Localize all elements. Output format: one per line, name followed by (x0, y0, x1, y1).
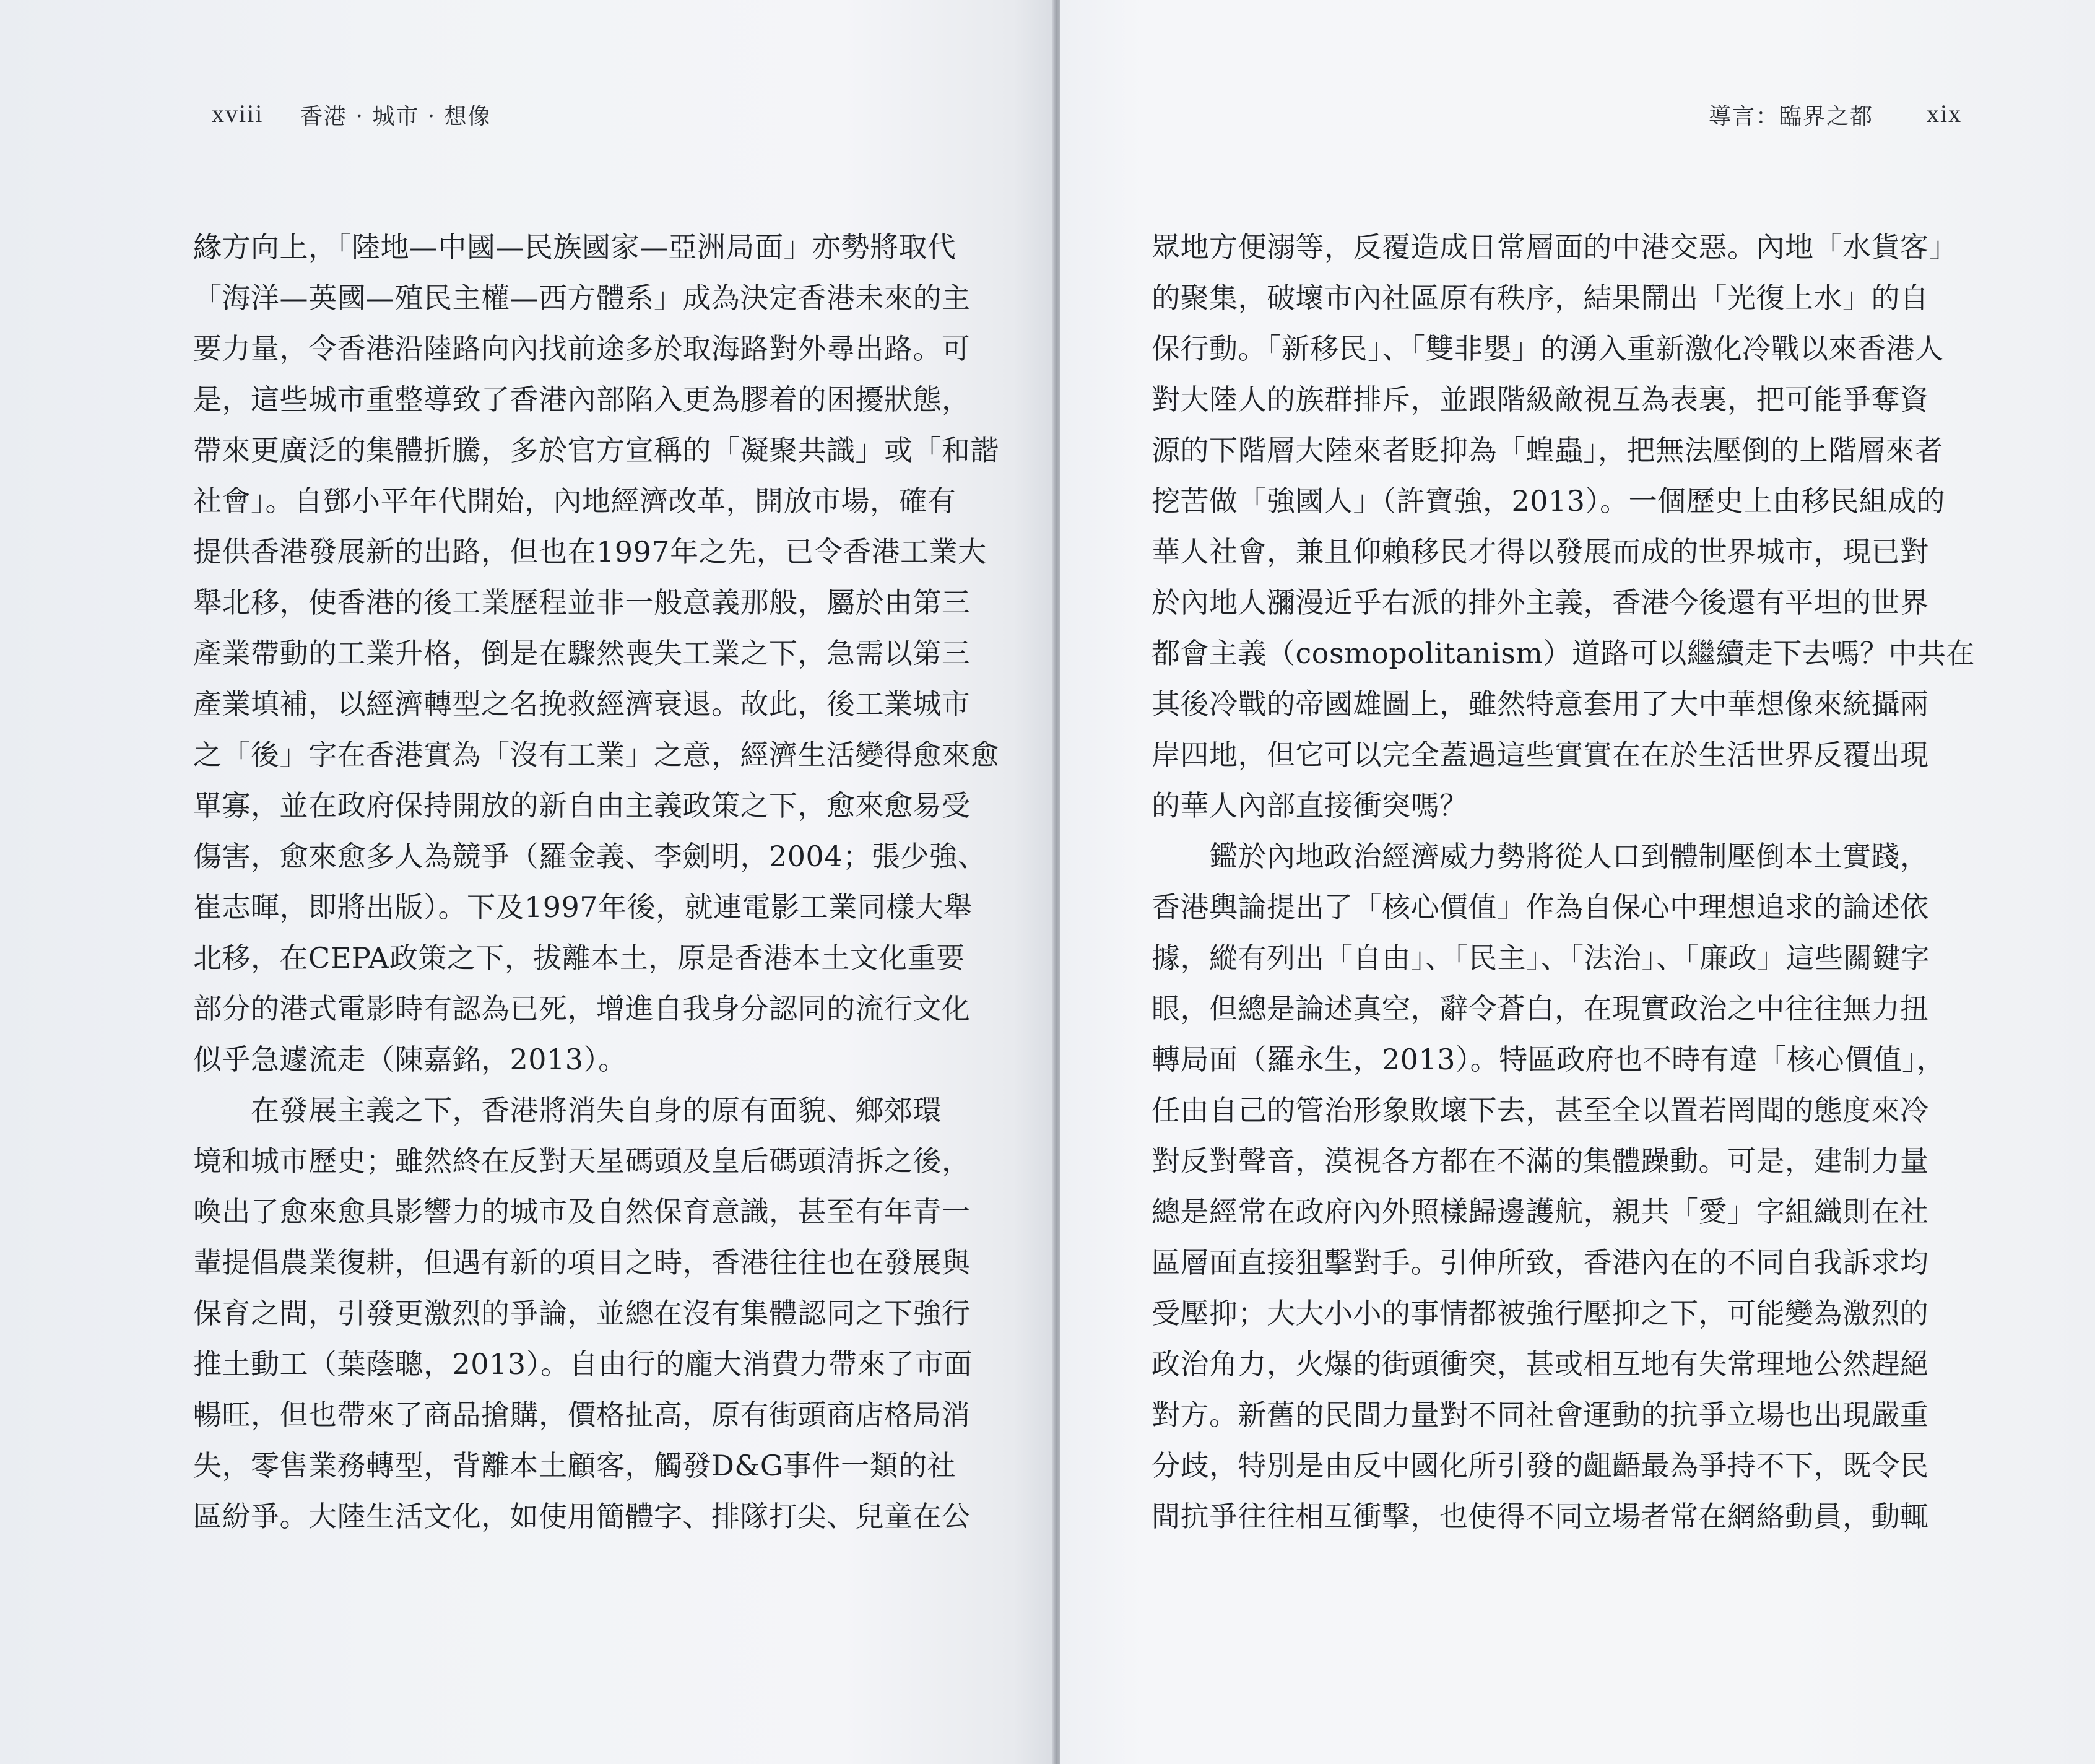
text-line: 之「後」字在香港實為「沒有工業」之意，經濟生活變得愈來愈 (193, 738, 999, 771)
text-line: 「海洋—英國—殖民主權—西方體系」成為決定香港未來的主 (193, 281, 971, 315)
text-line: 對方。新舊的民間力量對不同社會運動的抗爭立場也出現嚴重 (1152, 1398, 1929, 1432)
text-line: 社會」。自鄧小平年代開始，內地經濟改革，開放市場，確有 (193, 484, 956, 518)
right-running-head: 導言：臨界之都 (1709, 104, 1874, 129)
right-body-text (1152, 222, 1993, 1542)
text-line: 輩提倡農業復耕，但遇有新的項目之時，香港往往也在發展與 (193, 1246, 971, 1279)
text-line: 政治角力，火爆的街頭衝突，甚或相互地有失常理地公然趕絕 (1152, 1347, 1929, 1381)
text-line: 單寡，並在政府保持開放的新自由主義政策之下，愈來愈易受 (193, 789, 971, 822)
text-line: 據，縱有列出「自由」、「民主」、「法治」、「廉政」這些關鍵字 (1152, 941, 1930, 975)
right-page-number: xix (1927, 100, 1963, 128)
text-line: 在發展主義之下，香港將消失自身的原有面貌、鄉郊環 (193, 1093, 942, 1127)
text-line: 鑑於內地政治經濟威力勢將從人口到體制壓倒本土實踐， (1152, 840, 1929, 873)
text-line: 帶來更廣泛的集體折騰，多於官方宣稱的「凝聚共識」或「和諧 (193, 433, 999, 467)
text-line: 源的下階層大陸來者貶抑為「蝗蟲」，把無法壓倒的上階層來者 (1152, 433, 1943, 467)
text-line: 間抗爭往往相互衝擊，也使得不同立場者常在網絡動員，動輒 (1152, 1500, 1929, 1533)
text-line: 失，零售業務轉型，背離本土顧客，觸發D&G事件一類的社 (193, 1449, 956, 1482)
text-line: 分歧，特別是由反中國化所引發的齟齬最為爭持不下，既令民 (1152, 1449, 1929, 1482)
text-line: 岸四地，但它可以完全蓋過這些實實在在於生活世界反覆出現 (1152, 738, 1929, 771)
right-page (1060, 0, 2095, 1764)
text-line: 保行動。「新移民」、「雙非嬰」的湧入重新激化冷戰以來香港人 (1152, 332, 1944, 365)
text-line: 喚出了愈來愈具影響力的城市及自然保育意識，甚至有年青一 (193, 1195, 971, 1228)
left-running-head: 香港 · 城市 · 想像 (300, 104, 492, 129)
text-line: 對反對聲音，漠視各方都在不滿的集體躁動。可是，建制力量 (1152, 1144, 1929, 1178)
text-line: 提供香港發展新的出路，但也在1997年之先，已令香港工業大 (193, 535, 987, 568)
text-line: 挖苦做「強國人」（許寶強，2013）。一個歷史上由移民組成的 (1152, 484, 1946, 518)
text-line: 區層面直接狙擊對手。引伸所致，香港內在的不同自我訴求均 (1152, 1246, 1929, 1279)
text-line: 受壓抑；大大小小的事情都被強行壓抑之下，可能變為激烈的 (1152, 1297, 1929, 1330)
text-line: 暢旺，但也帶來了商品搶購，價格扯高，原有街頭商店格局消 (193, 1398, 971, 1432)
text-line: 部分的港式電影時有認為已死，增進自我身分認同的流行文化 (193, 992, 971, 1025)
text-line: 產業帶動的工業升格，倒是在驟然喪失工業之下，急需以第三 (193, 637, 971, 670)
text-line: 對大陸人的族群排斥，並跟階級敵視互為表裏，把可能爭奪資 (1152, 383, 1929, 416)
text-line: 眾地方便溺等，反覆造成日常層面的中港交惡。內地「水貨客」 (1152, 230, 1958, 264)
text-line: 推土動工（葉蔭聰，2013）。自由行的龐大消費力帶來了市面 (193, 1347, 973, 1381)
text-line: 是，這些城市重整導致了香港內部陷入更為膠着的困擾狀態， (193, 383, 971, 416)
text-line: 北移，在CEPA政策之下，拔離本土，原是香港本土文化重要 (193, 941, 965, 975)
text-line: 轉局面（羅永生，2013）。特區政府也不時有違「核心價值」， (1152, 1043, 1946, 1076)
text-line: 其後冷戰的帝國雄圖上，雖然特意套用了大中華想像來統攝兩 (1152, 687, 1929, 721)
text-line: 華人社會，兼且仰賴移民才得以發展而成的世界城市，現已對 (1152, 535, 1929, 568)
text-line: 都會主義（cosmopolitanism）道路可以繼續走下去嗎？中共在 (1152, 637, 1975, 670)
text-line: 崔志暉，即將出版）。下及1997年後，就連電影工業同樣大舉 (193, 890, 973, 924)
text-line: 境和城市歷史；雖然終在反對天星碼頭及皇后碼頭清拆之後， (193, 1144, 971, 1178)
text-line: 保育之間，引發更激烈的爭論，並總在沒有集體認同之下強行 (193, 1297, 971, 1330)
text-line: 香港輿論提出了「核心價值」作為自保心中理想追求的論述依 (1152, 890, 1929, 924)
text-line: 任由自己的管治形象敗壞下去，甚至全以置若罔聞的態度來冷 (1152, 1093, 1929, 1127)
text-line: 舉北移，使香港的後工業歷程並非一般意義那般，屬於由第三 (193, 586, 971, 619)
text-line: 的華人內部直接衝突嗎？ (1152, 789, 1468, 822)
text-line: 於內地人瀰漫近乎右派的排外主義，香港今後還有平坦的世界 (1152, 586, 1929, 619)
text-line: 的聚集，破壞市內社區原有秩序，結果鬧出「光復上水」的自 (1152, 281, 1929, 315)
text-line: 傷害，愈來愈多人為競爭（羅金義、李劍明，2004；張少強、 (193, 840, 987, 873)
text-line: 緣方向上，「陸地—中國—民族國家—亞洲局面」亦勢將取代 (193, 230, 956, 264)
text-line: 區紛爭。大陸生活文化，如使用簡體字、排隊打尖、兒童在公 (193, 1500, 971, 1533)
text-line: 眼，但總是論述真空，辭令蒼白，在現實政治之中往往無力扭 (1152, 992, 1929, 1025)
text-line: 似乎急遽流走（陳嘉銘，2013）。 (193, 1043, 627, 1076)
text-line: 要力量，令香港沿陸路向內找前途多於取海路對外尋出路。可 (193, 332, 971, 365)
left-page-number: xviii (212, 100, 264, 128)
text-line: 產業填補，以經濟轉型之名挽救經濟衰退。故此，後工業城市 (193, 687, 971, 721)
text-line: 總是經常在政府內外照樣歸邊護航，親共「愛」字組織則在社 (1152, 1195, 1929, 1228)
left-body-text (193, 222, 998, 1542)
